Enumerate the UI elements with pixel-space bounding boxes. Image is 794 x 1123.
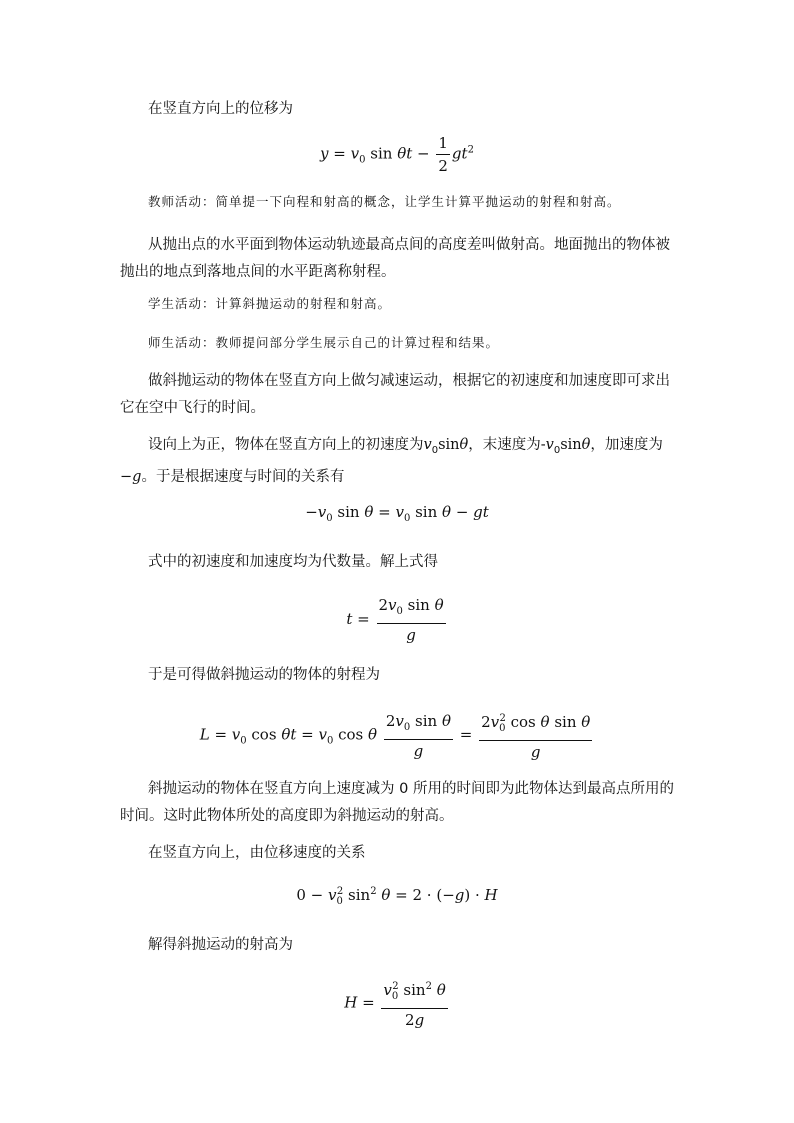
- paragraph-displacement-velocity: 在竖直方向上，由位移速度的关系: [148, 845, 366, 861]
- equation-range: $L = v_0$ $\cos \theta t = v_0$ cos θ $\frac{2v_0 \sin \theta}{g}$ = $\frac{2v_0^2 \cos \theta \sin \theta}{g}$: [0, 708, 794, 763]
- equation-vertical-displacement: $y = v_0$ sin θt − $\frac{1}{2}$ $gt^2$: [320, 134, 474, 175]
- equation-time: t = $\frac{2v_0 \sin \theta}{g}$: [346, 596, 444, 644]
- equation-velocity-time: $-v_0$ $\sin \theta = v_0$ sin θ − gt: [305, 503, 489, 524]
- equation-displacement-velocity: $0 - v_0^2$ $\sin^2 \theta = 2 \cdot (-g) \cdot H$: [296, 886, 498, 907]
- text-c: ，加速度为: [590, 437, 663, 453]
- paragraph-solve: 式中的初速度和加速度均为代数量。解上式得: [148, 554, 438, 570]
- text-a: 设向上为正，物体在竖直方向上的初速度为: [148, 437, 424, 453]
- paragraph-range: 于是可得做斜抛运动的物体的射程为: [148, 667, 380, 683]
- paragraph-vertical-displacement: 在竖直方向上的位移为: [148, 101, 293, 117]
- text-b: ，末速度为: [468, 437, 541, 453]
- paragraph-velocity-setup: 设向上为正，物体在竖直方向上的初速度为$v_0\sin\theta$，末速度为$-v_0\sin\theta$，加速度为−g。于是根据速度与时间的关系有: [120, 437, 663, 485]
- student-activity: 学生活动：计算斜抛运动的射程和射高。: [148, 296, 392, 311]
- paragraph-max-height-result: 解得斜抛运动的射高为: [148, 937, 293, 953]
- equation-max-height: H = $\frac{v_0^2 \sin^2 \theta}{2g}$: [0, 976, 794, 1031]
- text-d: 。于是根据速度与时间的关系有: [141, 468, 345, 485]
- paragraph-flight-time: 做斜抛运动的物体在竖直方向上做匀减速运动，根据它的初速度和加速度即可求出它在空中飞行的时间。: [120, 373, 670, 416]
- paragraph-max-height: 斜抛运动的物体在竖直方向上速度减为 0 所用的时间即为此物体达到最高点所用的时间。这时此物体所处的高度即为斜抛运动的射高。: [120, 781, 674, 824]
- paragraph-definition: 从抛出点的水平面到物体运动轨迹最高点间的高度差叫做射高。地面抛出的物体被抛出的地点到落地点间的水平距离称射程。: [120, 237, 670, 280]
- teacher-student-activity: 师生活动：教师提问部分学生展示自己的计算过程和结果。: [148, 335, 500, 350]
- teacher-activity-1: 教师活动：简单提一下向程和射高的概念，让学生计算平抛运动的射程和射高。: [148, 194, 621, 209]
